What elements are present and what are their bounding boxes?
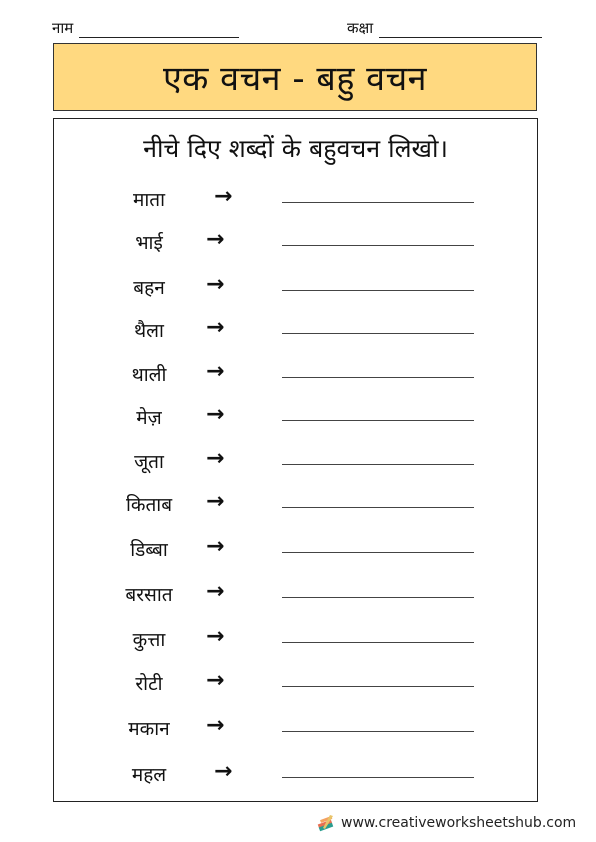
- title-banner: [53, 43, 537, 111]
- exercise-row: [54, 489, 537, 519]
- name-field: [52, 18, 239, 38]
- name-blank-line[interactable]: [79, 23, 239, 38]
- exercise-row: [54, 359, 537, 389]
- exercise-row: [54, 713, 537, 743]
- right-arrow-icon: →: [206, 668, 225, 693]
- singular-word: कुत्ता: [132, 629, 166, 651]
- singular-word: जूता: [134, 451, 164, 473]
- answer-blank-line[interactable]: [282, 507, 474, 508]
- instruction-text: नीचे दिए शब्दों के बहुवचन लिखो।: [143, 134, 448, 163]
- singular-word: बहन: [133, 277, 165, 299]
- class-blank-line[interactable]: [379, 23, 542, 38]
- pencil-books-icon: [316, 813, 336, 833]
- answer-blank-line[interactable]: [282, 597, 474, 598]
- class-field: [347, 18, 542, 38]
- singular-word: रोटी: [135, 673, 163, 695]
- answer-blank-line[interactable]: [282, 377, 474, 378]
- answer-blank-line[interactable]: [282, 731, 474, 732]
- answer-blank-line[interactable]: [282, 202, 474, 203]
- right-arrow-icon: →: [206, 227, 225, 252]
- worksheet-title: एक वचन - बहु वचन: [162, 59, 428, 99]
- answer-blank-line[interactable]: [282, 642, 474, 643]
- right-arrow-icon: →: [214, 759, 233, 784]
- answer-blank-line[interactable]: [282, 245, 474, 246]
- exercise-row: [54, 402, 537, 432]
- singular-word: डिब्बा: [130, 539, 168, 561]
- singular-word: थैला: [134, 320, 164, 342]
- name-label: नाम: [52, 19, 74, 37]
- right-arrow-icon: →: [206, 446, 225, 471]
- right-arrow-icon: →: [206, 272, 225, 297]
- right-arrow-icon: →: [206, 579, 225, 604]
- right-arrow-icon: →: [214, 184, 233, 209]
- answer-blank-line[interactable]: [282, 333, 474, 334]
- exercise-row: [54, 184, 537, 214]
- right-arrow-icon: →: [206, 534, 225, 559]
- right-arrow-icon: →: [206, 624, 225, 649]
- right-arrow-icon: →: [206, 489, 225, 514]
- class-label: कक्षा: [347, 19, 374, 37]
- exercise-row: [54, 579, 537, 609]
- exercise-row: [54, 272, 537, 302]
- singular-word: बरसात: [125, 584, 173, 606]
- answer-blank-line[interactable]: [282, 777, 474, 778]
- singular-word: थाली: [131, 364, 167, 386]
- answer-blank-line[interactable]: [282, 552, 474, 553]
- singular-word: मकान: [128, 718, 170, 740]
- exercise-row: [54, 534, 537, 564]
- exercise-box: [53, 118, 538, 802]
- singular-word: मेज़: [136, 407, 162, 429]
- exercise-row: [54, 759, 537, 789]
- footer: [316, 813, 576, 833]
- singular-word: किताब: [125, 494, 173, 516]
- singular-word: भाई: [135, 232, 163, 254]
- singular-word: माता: [132, 189, 166, 211]
- exercise-row: [54, 227, 537, 257]
- website-link[interactable]: www.creativeworksheetshub.com: [341, 815, 577, 831]
- exercise-row: [54, 668, 537, 698]
- exercise-row: [54, 315, 537, 345]
- answer-blank-line[interactable]: [282, 686, 474, 687]
- right-arrow-icon: →: [206, 402, 225, 427]
- exercise-row: [54, 446, 537, 476]
- right-arrow-icon: →: [206, 359, 225, 384]
- answer-blank-line[interactable]: [282, 464, 474, 465]
- answer-blank-line[interactable]: [282, 420, 474, 421]
- singular-word: महल: [131, 764, 167, 786]
- right-arrow-icon: →: [206, 713, 225, 738]
- exercise-row: [54, 624, 537, 654]
- answer-blank-line[interactable]: [282, 290, 474, 291]
- right-arrow-icon: →: [206, 315, 225, 340]
